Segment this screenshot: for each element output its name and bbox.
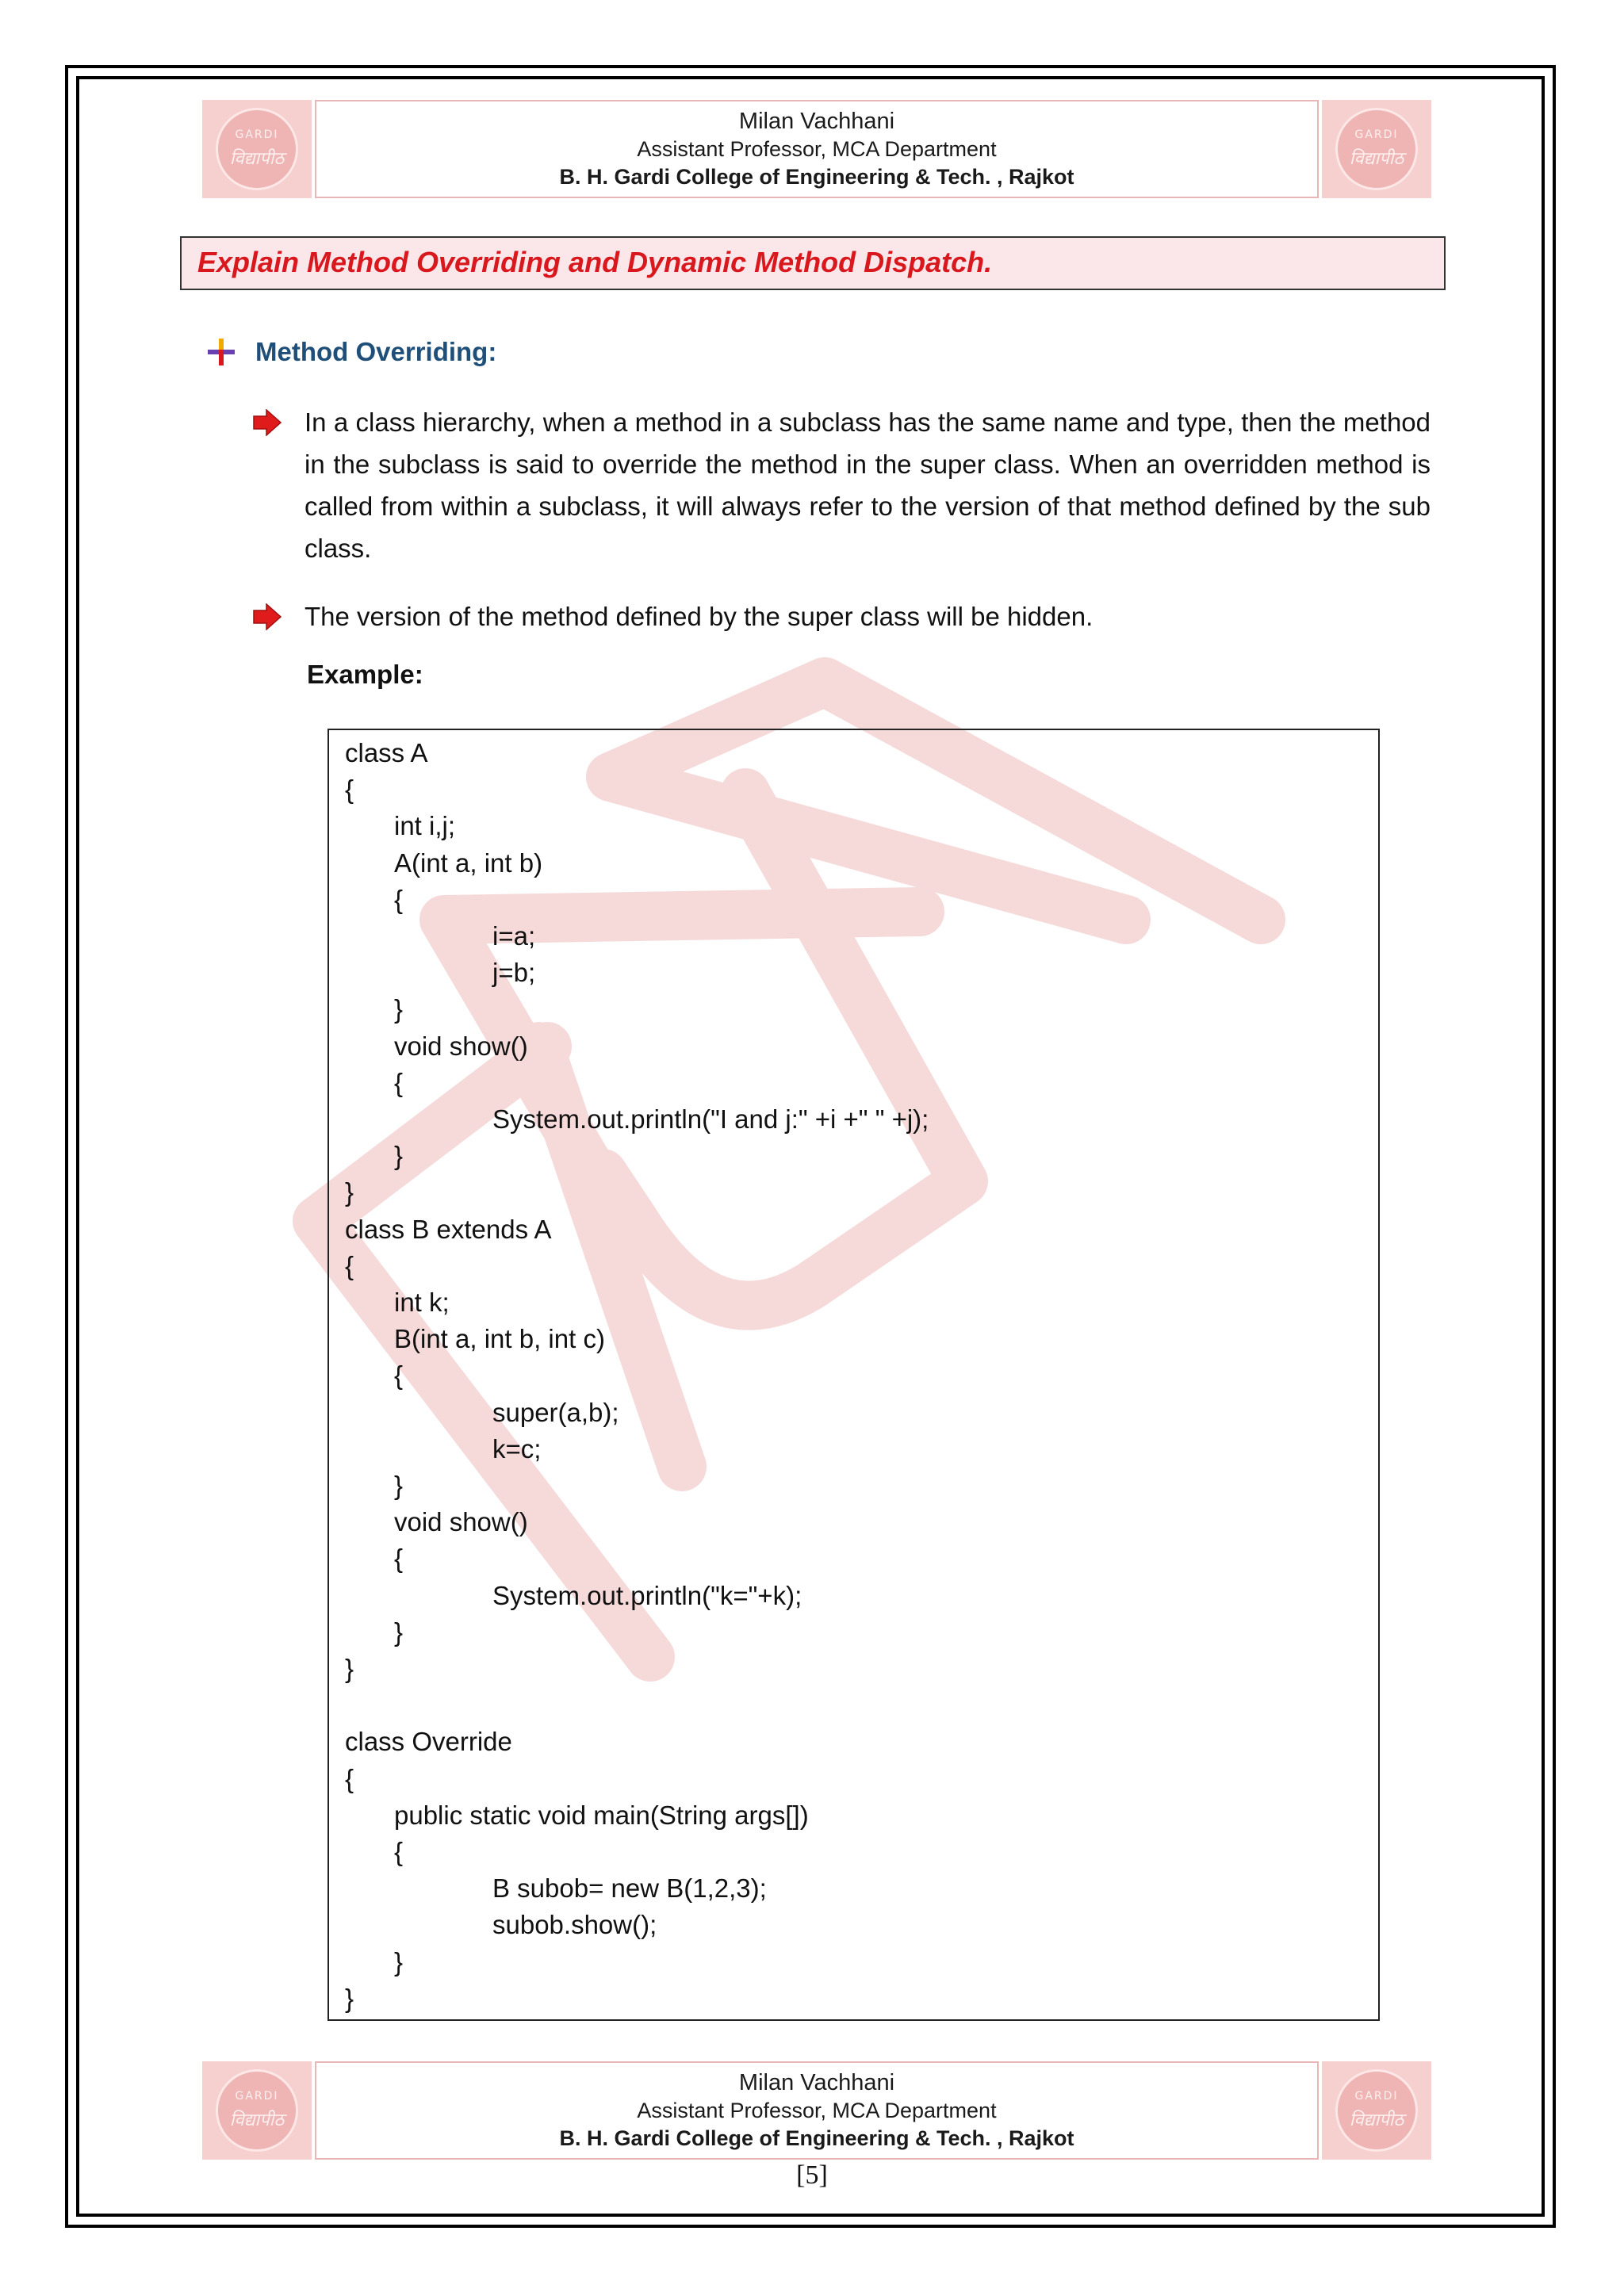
page-number: [5]: [796, 2160, 828, 2190]
section-heading: Method Overriding:: [255, 337, 497, 366]
code-line: }: [394, 1617, 404, 1647]
red-arrow-icon: [252, 409, 282, 436]
gardi-seal-icon: GARDI विद्यापीठ: [216, 108, 298, 190]
code-line: class Override: [345, 1727, 512, 1757]
code-line: j=b;: [492, 958, 536, 988]
gardi-logo: [202, 100, 312, 198]
code-line: public static void main(String args[]): [394, 1800, 809, 1830]
code-line: {: [394, 1544, 404, 1574]
code-line: {: [394, 884, 404, 914]
code-line: {: [345, 1250, 354, 1280]
red-arrow-icon: [252, 603, 282, 630]
gardi-logo: [202, 2061, 312, 2160]
code-line: System.out.println("k="+k);: [492, 1580, 802, 1610]
section-heading-row: [208, 333, 496, 371]
code-line: super(a,b);: [492, 1397, 619, 1427]
code-line: }: [394, 1946, 404, 1976]
question-title-box: [180, 236, 1446, 290]
plus-bullet-icon: [208, 339, 235, 365]
code-line: {: [345, 775, 354, 805]
author-name: Milan Vachhani: [738, 2070, 895, 2095]
code-line: }: [394, 1141, 404, 1171]
page-footer: [202, 2061, 1431, 2160]
gardi-seal-icon: GARDI विद्यापीठ: [1335, 108, 1418, 190]
college-name: B. H. Gardi College of Engineering & Tech. , Rajkot: [559, 165, 1074, 189]
footer-info-box: [315, 2061, 1319, 2160]
code-line: }: [394, 1471, 404, 1500]
gardi-logo: [1322, 2061, 1431, 2160]
code-line: System.out.println("I and j:" +i +" " +j);: [492, 1104, 929, 1134]
code-line: {: [394, 1837, 404, 1866]
code-line: int k;: [394, 1288, 450, 1317]
code-line: subob.show();: [492, 1910, 657, 1940]
code-line: i=a;: [492, 921, 536, 951]
code-line: void show(): [394, 1507, 528, 1537]
code-line: }: [345, 1654, 354, 1683]
author-role: Assistant Professor, MCA Department: [637, 2099, 997, 2122]
code-line: }: [394, 994, 404, 1024]
code-line: {: [394, 1067, 404, 1097]
code-line: B subob= new B(1,2,3);: [492, 1873, 767, 1904]
code-line: class B extends A: [345, 1214, 552, 1244]
gardi-seal-icon: GARDI विद्यापीठ: [216, 2069, 298, 2152]
code-line: A(int a, int b): [394, 848, 543, 878]
code-line: class A: [345, 738, 428, 767]
question-title: Explain Method Overriding and Dynamic Method Dispatch.: [197, 246, 993, 278]
bullet-text: The version of the method defined by the super class will be hidden.: [304, 602, 1094, 631]
example-label: Example:: [307, 660, 423, 689]
code-line: }: [345, 1983, 354, 2013]
code-line: k=c;: [492, 1433, 542, 1464]
bullet-item: [252, 595, 1431, 637]
author-name: Milan Vachhani: [738, 109, 895, 134]
college-name: B. H. Gardi College of Engineering & Tech. , Rajkot: [559, 2126, 1074, 2150]
bullet-item: [252, 401, 1431, 569]
author-role: Assistant Professor, MCA Department: [637, 137, 997, 161]
code-line: void show(): [394, 1031, 528, 1061]
header-info-box: [315, 100, 1319, 198]
code-line: }: [345, 1177, 354, 1207]
page-header: [202, 100, 1431, 198]
code-example-box: [327, 729, 1380, 2021]
gardi-logo: [1322, 100, 1431, 198]
code-line: B(int a, int b, int c): [394, 1324, 605, 1354]
code-line: int i,j;: [394, 811, 456, 841]
bullet-text: In a class hierarchy, when a method in a subclass has the same name and type, then the method in the subclass is said to override the method in the super class. When an overridden method is called from within a subclass, it will always refer to the version of that method defined by the sub class.: [304, 408, 1431, 563]
code-line: {: [345, 1763, 354, 1793]
gardi-seal-icon: GARDI विद्यापीठ: [1335, 2069, 1418, 2152]
code-line: {: [394, 1360, 404, 1391]
